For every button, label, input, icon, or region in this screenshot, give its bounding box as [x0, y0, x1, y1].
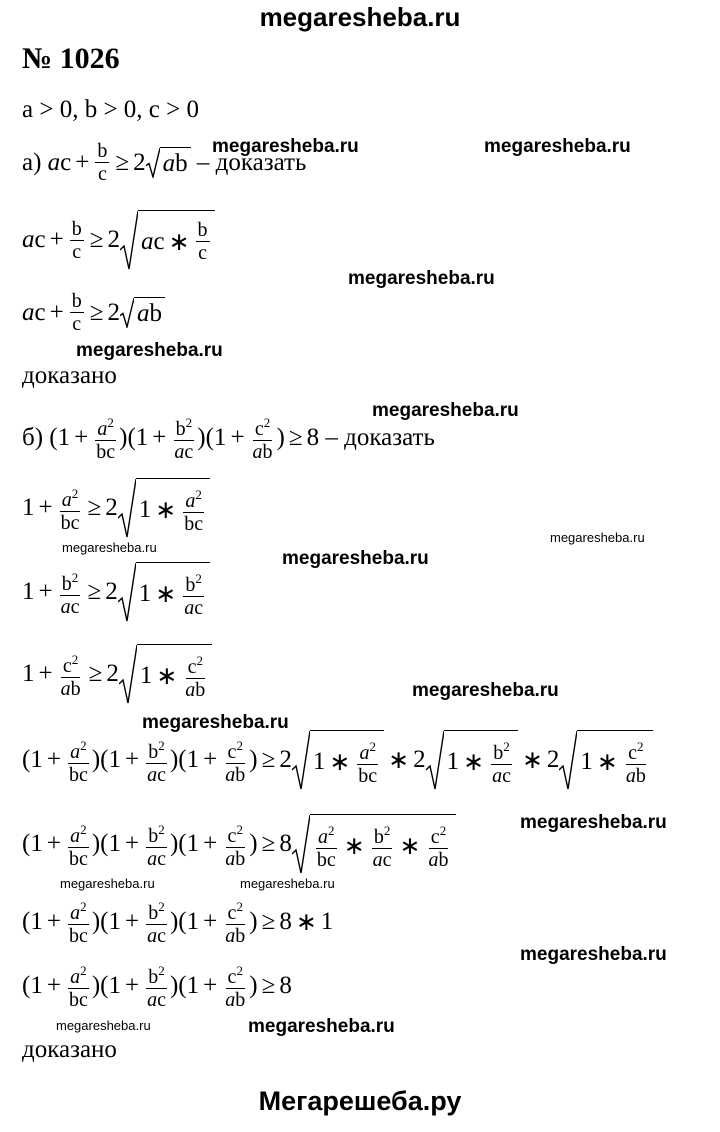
sqrt: a b — [120, 297, 165, 328]
part-b-step-6: (1 + $\frac{a^2}{bc}$ )(1 + $\frac{b^2}{ac}$ )(1 + $\frac{c^2}{ab}$ ) ≥ 8 ∗ 1 — [22, 896, 333, 947]
watermark: megaresheba.ru — [212, 136, 359, 157]
watermark: megaresheba.ru — [60, 876, 155, 891]
watermark: megaresheba.ru — [348, 268, 495, 289]
part-a-step-1: a c + $\frac{b}{c}$ ≥ 2 a c ∗ $\frac{b}{c}$ — [22, 210, 215, 270]
sqrt: $\frac{a^2}{bc}$ ∗ $\frac{b^2}{ac}$ ∗ $\frac{c^2}{ab}$ — [292, 814, 456, 874]
part-a-conclusion: доказано — [22, 362, 117, 389]
part-b-task-suffix: – доказать — [325, 423, 435, 451]
part-a-label: а) — [22, 148, 42, 176]
sqrt: 1 ∗ $\frac{c^2}{ab}$ — [119, 644, 212, 704]
part-b-step-3: 1 + $\frac{c^2}{ab}$ ≥ 2 1 ∗ $\frac{c^2}{ab}$ — [22, 644, 212, 704]
part-a-step-2: a c + $\frac{b}{c}$ ≥ 2 a b — [22, 290, 165, 335]
part-a-statement: а) a c + $\frac{b}{c}$ ≥ 2 a b – доказать — [22, 140, 307, 185]
sqrt: 1 ∗ $\frac{c^2}{ab}$ — [559, 730, 652, 790]
watermark: megaresheba.ru — [520, 944, 667, 965]
watermark: megaresheba.ru — [76, 340, 223, 361]
sqrt: a b — [146, 147, 191, 178]
part-b-step-5: (1 + $\frac{a^2}{bc}$ )(1 + $\frac{b^2}{ac}$ )(1 + $\frac{c^2}{ab}$ ) ≥ 8 $\frac{a^2}{bc}$ ∗ $\frac{b^2}{ac}$ ∗ $\frac{c^2}{ab}$ — [22, 814, 456, 874]
problem-number: № 1026 — [22, 42, 120, 75]
fraction: $\frac{b}{c}$ — [97, 140, 108, 185]
site-header: megaresheba.ru — [259, 2, 461, 32]
part-a-task-suffix: – доказать — [196, 148, 307, 176]
problem-conditions: a > 0, b > 0, c > 0 — [22, 96, 199, 123]
watermark: megaresheba.ru — [240, 876, 335, 891]
watermark: megaresheba.ru — [248, 1016, 395, 1037]
part-b-conclusion: доказано — [22, 1036, 117, 1063]
sqrt: 1 ∗ $\frac{a^2}{bc}$ — [118, 478, 210, 538]
sqrt: 1 ∗ $\frac{a^2}{bc}$ — [292, 730, 384, 790]
part-b-step-4: (1 + $\frac{a^2}{bc}$ )(1 + $\frac{b^2}{ac}$ )(1 + $\frac{c^2}{ab}$ ) ≥ 2 1 ∗ $\frac{a^2}{bc}$ ∗ 2 1 ∗ $\frac{b^2}{ac}$ ∗ 2 1 ∗ $\frac{c^2}{ab}$ — [22, 730, 653, 790]
sqrt: 1 ∗ $\frac{b^2}{ac}$ — [118, 562, 210, 622]
watermark: megaresheba.ru — [484, 136, 631, 157]
watermark: megaresheba.ru — [550, 530, 645, 545]
watermark: megaresheba.ru — [142, 712, 289, 733]
part-b-step-1: 1 + $\frac{a^2}{bc}$ ≥ 2 1 ∗ $\frac{a^2}{bc}$ — [22, 478, 210, 538]
part-b-label: б) — [22, 423, 44, 451]
sqrt: a c ∗ $\frac{b}{c}$ — [120, 210, 215, 270]
watermark: megaresheba.ru — [282, 548, 429, 569]
watermark: megaresheba.ru — [56, 1018, 151, 1033]
watermark: megaresheba.ru — [412, 680, 559, 701]
part-b-step-2: 1 + $\frac{b^2}{ac}$ ≥ 2 1 ∗ $\frac{b^2}{ac}$ — [22, 562, 210, 622]
fraction: $\frac{b}{c}$ — [71, 217, 82, 263]
fraction: $\frac{b}{c}$ — [71, 290, 82, 335]
part-b-statement: б) (1 + $\frac{a^2}{bc}$ )(1 + $\frac{b^2}{ac}$ )(1 + $\frac{c^2}{ab}$ ) ≥ 8 – доказать — [22, 412, 435, 463]
watermark: megaresheba.ru — [372, 400, 519, 421]
watermark: megaresheba.ru — [62, 540, 157, 555]
watermark: megaresheba.ru — [520, 812, 667, 833]
sqrt: 1 ∗ $\frac{b^2}{ac}$ — [426, 730, 518, 790]
site-footer: Мегарешеба.ру — [258, 1086, 462, 1116]
part-b-step-7: (1 + $\frac{a^2}{bc}$ )(1 + $\frac{b^2}{ac}$ )(1 + $\frac{c^2}{ab}$ ) ≥ 8 — [22, 960, 292, 1011]
